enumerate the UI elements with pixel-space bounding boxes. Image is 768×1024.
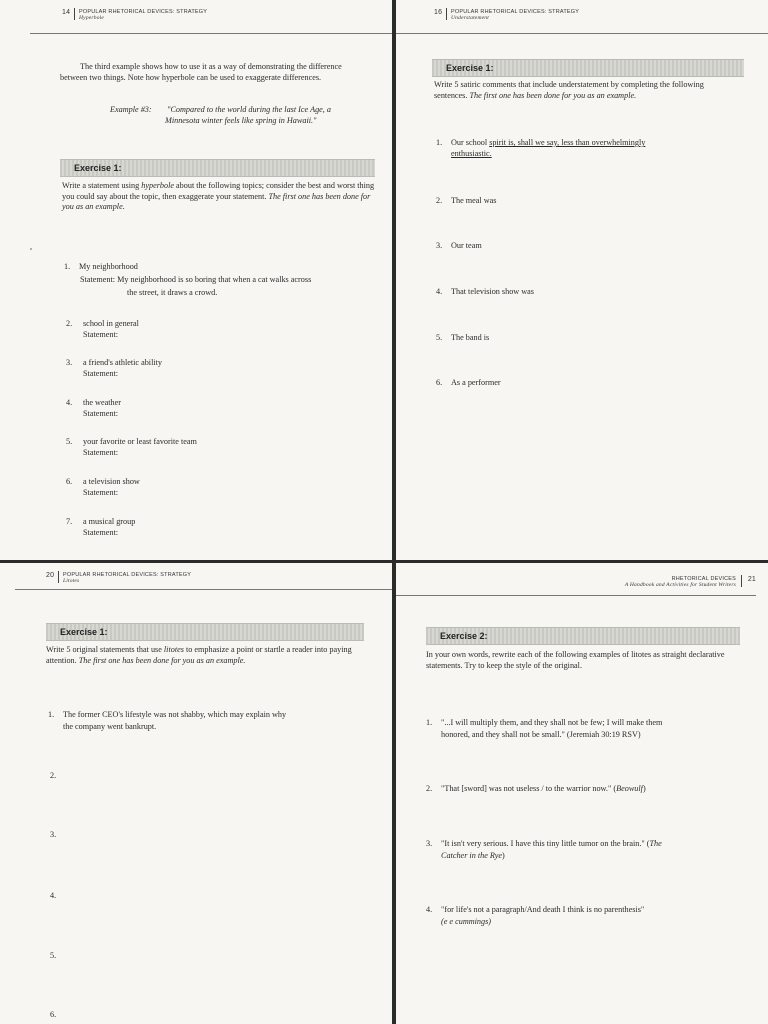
exercise-title: Exercise 2: xyxy=(440,631,488,641)
page-21: RHETORICAL DEVICES A Handbook and Activities for Student Writers 21 Exercise 2: In your own words, rewrite each of the following examples of litotes as straight declarative statements. Try to keep the style of the original. 1. "...I will multiply them, and they shall not be few; I will make them honored, and they shall not be small." (Jeremiah 30:19 RSV) 2. "That [sword] was not useless / to the warrior now." (Beowulf) 3. "It isn't very serious. I have this tiny little tumor on the brain." (The Catcher in the Rye) 4. "for life's not a paragraph/And death I think is no parenthesis" (e e cummings) xyxy=(396,563,768,1024)
exercise-title: Exercise 1: xyxy=(446,63,494,73)
item-1-cont: the company went bankrupt. xyxy=(63,722,157,731)
header-rule xyxy=(15,589,392,590)
exercise-heading xyxy=(46,623,364,641)
header-title: POPULAR RHETORICAL DEVICES: STRATEGY xyxy=(63,572,192,578)
page-20: 20 POPULAR RHETORICAL DEVICES: STRATEGY Litotes Exercise 1: Write 5 original statements that use litotes to emphasize a point or startle a reader into paying attention. The first one has been done for you as an example. 1. The former CEO's lifestyle was not shabby, which may explain why the company went bankrupt. 2. 3. 4. 5. 6. xyxy=(0,563,392,1024)
page-number: 21 xyxy=(747,576,756,583)
statement-label: Statement: xyxy=(83,528,119,537)
example-label: Example #3: xyxy=(110,105,152,114)
header-rule xyxy=(396,33,768,34)
page-14: 14 POPULAR RHETORICAL DEVICES: STRATEGY Hyperbole The third example shows how to use it as a way of demonstrating the difference between two things. Note how hyperbole can be used to exaggerate differences. Example #3: "Compared to the world during the last Ice Age, a Minnesota winter feels like spring in Hawaii." Exercise 1: Write a statement using hyperbole about the following topics; consider the best and worst thing you could say about the topic, then exaggerate your statement. The first one has been done for you as an example. 1. My neighborhood Statement: My neighborhood is so boring that when a cat walks across the street, it draws a crowd. 2. school in general Statement: 3. a friend's athletic ability Statement: 4. the weather Statement: 5. your favorite or least favorite team Statement: 6. a television show Statement: 7. a musical group Statement: xyxy=(0,0,392,560)
list-item-number: 5. xyxy=(50,951,57,960)
header-divider xyxy=(741,575,742,587)
quote-1-cont: honored, and they shall not be small." (Jeremiah 30:19 RSV) xyxy=(441,730,641,739)
statement-label: Statement: xyxy=(83,330,119,339)
header-divider xyxy=(58,571,59,583)
header-title: POPULAR RHETORICAL DEVICES: STRATEGY xyxy=(79,9,208,15)
header-title: POPULAR RHETORICAL DEVICES: STRATEGY xyxy=(451,9,580,15)
header-rule xyxy=(396,595,756,596)
list-item-number: 4. xyxy=(50,891,57,900)
item-1-statement: Statement: My neighborhood is so boring that when a cat walks across xyxy=(80,275,312,284)
item-1-statement-cont: the street, it draws a crowd. xyxy=(127,288,218,297)
exercise-heading xyxy=(426,627,740,645)
list-item-number: 6. xyxy=(50,1010,57,1019)
statement-label: Statement: xyxy=(83,409,119,418)
intro-paragraph: The third example shows how to use it as a way of demonstrating the difference between two things. Note how hyperbole can be used to exaggerate differences. xyxy=(60,62,342,82)
example-text: "Compared to the world during the last Ice Age, a Minnesota winter feels like spring in Hawaii." xyxy=(165,105,331,125)
exercise-heading xyxy=(432,59,744,77)
list-item-number: 2. xyxy=(50,771,57,780)
quote-4-cont: (e e cummings) xyxy=(441,917,492,926)
page-number: 14 xyxy=(62,9,71,16)
page-number: 16 xyxy=(434,9,443,16)
header-subtitle: Hyperbole xyxy=(79,15,105,21)
exercise-title: Exercise 1: xyxy=(60,627,108,637)
header-subtitle: Litotes xyxy=(63,578,80,584)
header-title: RHETORICAL DEVICES xyxy=(671,576,736,582)
quote-3-cont: Catcher in the Rye) xyxy=(441,851,505,860)
instructions: In your own words, rewrite each of the following examples of litotes as straight declarative statements. Try to keep the style of the original. xyxy=(426,650,725,670)
margin-mark xyxy=(30,248,32,250)
header-subtitle: Understatement xyxy=(451,15,489,21)
statement-label: Statement: xyxy=(83,369,119,378)
header-rule xyxy=(30,33,392,34)
instructions: Write 5 satiric comments that include understatement by completing the following sentences. The first one has been done for you as an example. xyxy=(434,80,704,100)
item-1-cont: enthusiastic. xyxy=(451,149,492,158)
instructions: Write 5 original statements that use litotes to emphasize a point or startle a reader into paying attention. The first one has been done for you as an example. xyxy=(46,645,352,665)
page-number: 20 xyxy=(46,572,55,579)
list-item-number: 3. xyxy=(50,830,57,839)
exercise-title: Exercise 1: xyxy=(74,163,122,173)
exercise-heading xyxy=(60,159,375,177)
statement-label: Statement: xyxy=(83,488,119,497)
header-divider xyxy=(446,8,447,20)
header-divider xyxy=(74,8,75,20)
instructions: Write a statement using hyperbole about the following topics; consider the best and worst thing you could say about the topic, then exaggerate your statement. The first one has been done for you as an example. xyxy=(62,181,375,211)
header-subtitle: A Handbook and Activities for Student Writers xyxy=(624,582,736,588)
page-16: 16 POPULAR RHETORICAL DEVICES: STRATEGY Understatement Exercise 1: Write 5 satiric comments that include understatement by completing the following sentences. The first one has been done for you as an example. 1. Our school spirit is, shall we say, less than overwhelmingly enthusiastic. 2. The meal was 3. Our team 4. That television show was 5. The band is 6. As a performer xyxy=(396,0,768,560)
statement-label: Statement: xyxy=(83,448,119,457)
